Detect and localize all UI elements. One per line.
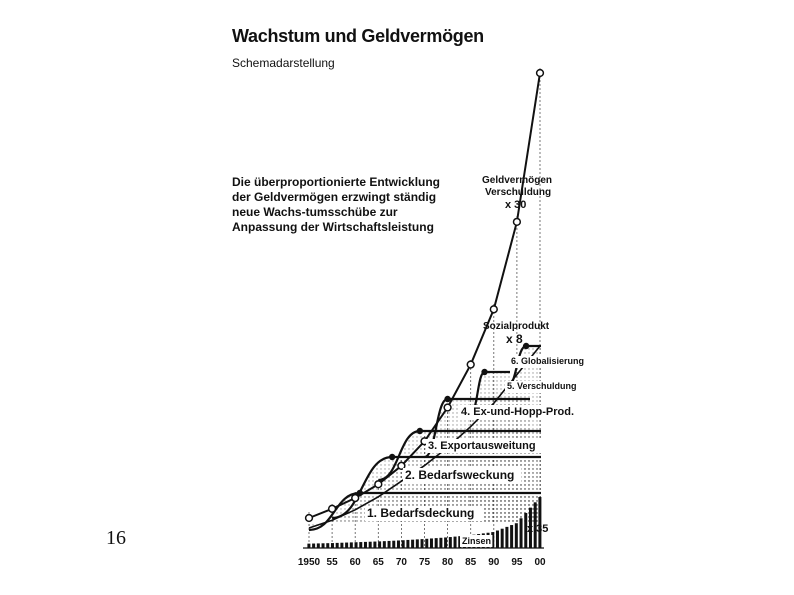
interest-bar [444, 537, 447, 548]
interest-bar [406, 540, 409, 548]
x-tick-label: 1950 [297, 557, 321, 568]
phase-point [417, 428, 423, 434]
interest-bar [350, 542, 353, 548]
label-interest-multiplier: x 35 [527, 523, 549, 535]
phase-label-3: 3. Exportausweitung [428, 440, 536, 452]
interest-bar [383, 541, 386, 548]
interest-bar [411, 540, 414, 548]
interest-bar [317, 543, 320, 548]
phase-point [389, 454, 395, 460]
phase-label-4: 4. Ex-und-Hopp-Prod. [461, 406, 575, 418]
x-tick-label: 75 [418, 557, 431, 568]
interest-bar [378, 541, 381, 548]
interest-bar [326, 543, 329, 548]
phase-label-6: 6. Globalisierung [511, 356, 585, 366]
interest-bar [505, 527, 508, 548]
phase-label-5: 5. Verschuldung [507, 381, 577, 391]
data-point-85 [467, 361, 474, 368]
chart-subtitle: Schemadarstellung [232, 56, 335, 70]
interest-bar [369, 542, 372, 548]
interest-bar [439, 538, 442, 548]
interest-bar [322, 543, 325, 548]
interest-bar [515, 523, 518, 548]
data-point-95 [514, 218, 521, 225]
interest-bar [331, 543, 334, 548]
interest-bar [449, 537, 452, 548]
interest-bar [435, 538, 438, 548]
interest-bar [416, 539, 419, 548]
interest-bar [307, 544, 310, 548]
phase-point [523, 343, 529, 349]
interest-bar [510, 525, 513, 548]
interest-bar [421, 539, 424, 548]
interest-bar [340, 543, 343, 548]
interest-bar [364, 542, 367, 548]
chart-description: Die überproportionierte Entwicklung der Geldvermögen erzwingt ständig neue Wachs-tumsschübe zur Anpassung der Wirtschaftsleistung [232, 175, 441, 234]
x-tick-label: 70 [395, 557, 407, 568]
x-tick-label: 65 [372, 557, 384, 568]
interest-bar [312, 544, 315, 548]
label-geldvermoegen: Geldvermögen [482, 175, 553, 186]
x-tick-label: 95 [511, 557, 523, 568]
data-point-1950 [306, 515, 313, 522]
data-point-80 [444, 404, 451, 411]
phase-fill-6 [508, 346, 541, 522]
interest-bar [501, 529, 504, 548]
interest-bar [496, 531, 499, 548]
data-point-55 [329, 505, 336, 512]
interest-bar [425, 539, 428, 548]
interest-bar [397, 540, 400, 548]
interest-bar [392, 541, 395, 548]
interest-bar [454, 537, 457, 548]
interest-bar [388, 541, 391, 548]
x-tick-label: 00 [534, 557, 546, 568]
interest-bar [359, 542, 362, 548]
interest-bar [402, 540, 405, 548]
interest-bar [373, 542, 376, 548]
phase-label-1: 1. Bedarfsdeckung [367, 506, 475, 520]
label-gdp-multiplier: x 8 [506, 332, 523, 346]
interest-bar [355, 542, 358, 548]
interest-bar [336, 543, 339, 548]
label-zinsen: Zinsen [462, 536, 492, 546]
data-point-60 [352, 495, 359, 502]
label-money-multiplier: x 30 [505, 199, 527, 211]
x-tick-label: 60 [349, 557, 361, 568]
phase-label-2: 2. Bedarfsweckung [405, 468, 515, 482]
phase-point [444, 396, 450, 402]
x-tick-label: 90 [488, 557, 500, 568]
interest-bar [430, 538, 433, 548]
label-sozialprodukt: Sozialprodukt [483, 321, 550, 332]
label-verschuldung: Verschuldung [485, 187, 552, 198]
x-tick-label: 85 [465, 557, 477, 568]
x-tick-label: 80 [442, 557, 454, 568]
data-point-90 [490, 306, 497, 313]
interest-bar [520, 518, 523, 548]
chart-title: Wachstum und Geldvermögen [232, 26, 484, 46]
data-point-65 [375, 481, 382, 488]
interest-bar [345, 543, 348, 548]
data-point-00 [537, 70, 544, 77]
x-tick-label: 55 [326, 557, 338, 568]
page-number: 16 [106, 527, 126, 549]
phase-point [481, 369, 487, 375]
